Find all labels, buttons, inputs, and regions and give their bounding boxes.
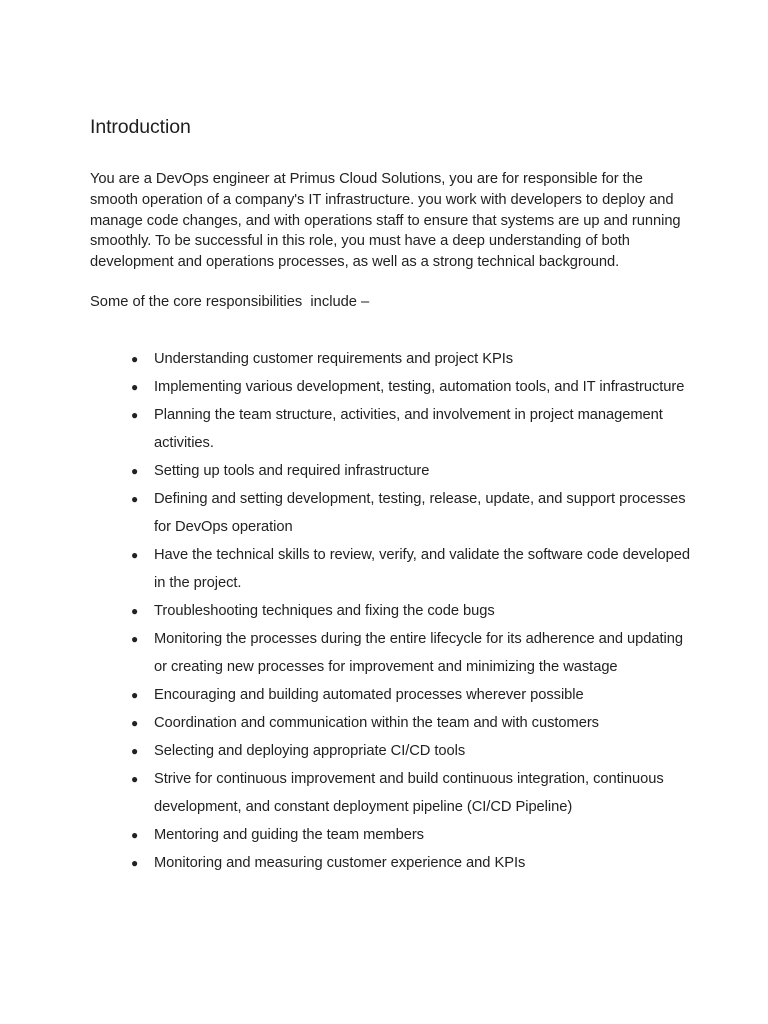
bullet-icon: ● xyxy=(131,828,139,842)
list-item-text: Selecting and deploying appropriate CI/CD tools xyxy=(154,743,466,759)
responsibilities-lead-in: Some of the core responsibilities include – xyxy=(90,294,370,310)
list-item xyxy=(130,457,690,485)
list-item-text: Coordination and communication within the team and with customers xyxy=(154,715,599,731)
list-item-text: Monitoring the processes during the entire lifecycle for its adherence and updating or creating new processes for improvement and minimizing the wastage xyxy=(154,631,683,675)
list-item-text: Implementing various development, testing, automation tools, and IT infrastructure xyxy=(154,379,685,395)
list-item xyxy=(130,821,690,849)
intro-paragraph: You are a DevOps engineer at Primus Cloud Solutions, you are for responsible for the smooth operation of a company's IT infrastructure. you work with developers to deploy and manage code changes, and with operations staff to ensure that systems are up and running smoothly. To be successful in this role, you must have a deep understanding of both development and operations processes, as well as a strong technical background. xyxy=(90,171,681,271)
list-item xyxy=(130,625,690,681)
responsibilities-list xyxy=(130,345,690,877)
list-item xyxy=(130,345,690,373)
bullet-icon: ● xyxy=(131,464,139,478)
list-item xyxy=(130,709,690,737)
list-item xyxy=(130,401,690,457)
list-item-text: Defining and setting development, testing, release, update, and support processes for DevOps operation xyxy=(154,491,686,535)
bullet-icon: ● xyxy=(131,716,139,730)
list-item xyxy=(130,485,690,541)
list-item xyxy=(130,737,690,765)
list-item-text: Mentoring and guiding the team members xyxy=(154,827,424,843)
bullet-icon: ● xyxy=(131,632,139,646)
bullet-icon: ● xyxy=(131,688,139,702)
bullet-icon: ● xyxy=(131,492,139,506)
list-item-text: Understanding customer requirements and project KPIs xyxy=(154,351,514,367)
list-item-text: Planning the team structure, activities, and involvement in project management activities. xyxy=(154,407,663,451)
page-title: Introduction xyxy=(90,116,191,138)
list-item xyxy=(130,849,690,877)
bullet-icon: ● xyxy=(131,352,139,366)
list-item-text: Encouraging and building automated processes wherever possible xyxy=(154,687,584,703)
list-item-text: Monitoring and measuring customer experience and KPIs xyxy=(154,855,526,871)
list-item-text: Setting up tools and required infrastructure xyxy=(154,463,430,479)
bullet-icon: ● xyxy=(131,604,139,618)
list-item-text: Have the technical skills to review, verify, and validate the software code developed in the project. xyxy=(154,547,690,591)
list-item-text: Troubleshooting techniques and fixing the code bugs xyxy=(154,603,495,619)
bullet-icon: ● xyxy=(131,744,139,758)
list-item xyxy=(130,373,690,401)
bullet-icon: ● xyxy=(131,856,139,870)
bullet-icon: ● xyxy=(131,772,139,786)
bullet-icon: ● xyxy=(131,408,139,422)
bullet-icon: ● xyxy=(131,548,139,562)
list-item xyxy=(130,597,690,625)
bullet-icon: ● xyxy=(131,380,139,394)
list-item xyxy=(130,681,690,709)
list-item-text: Strive for continuous improvement and build continuous integration, continuous development, and constant deployment pipeline (CI/CD Pipeline) xyxy=(154,771,664,815)
list-item xyxy=(130,541,690,597)
list-item xyxy=(130,765,690,821)
